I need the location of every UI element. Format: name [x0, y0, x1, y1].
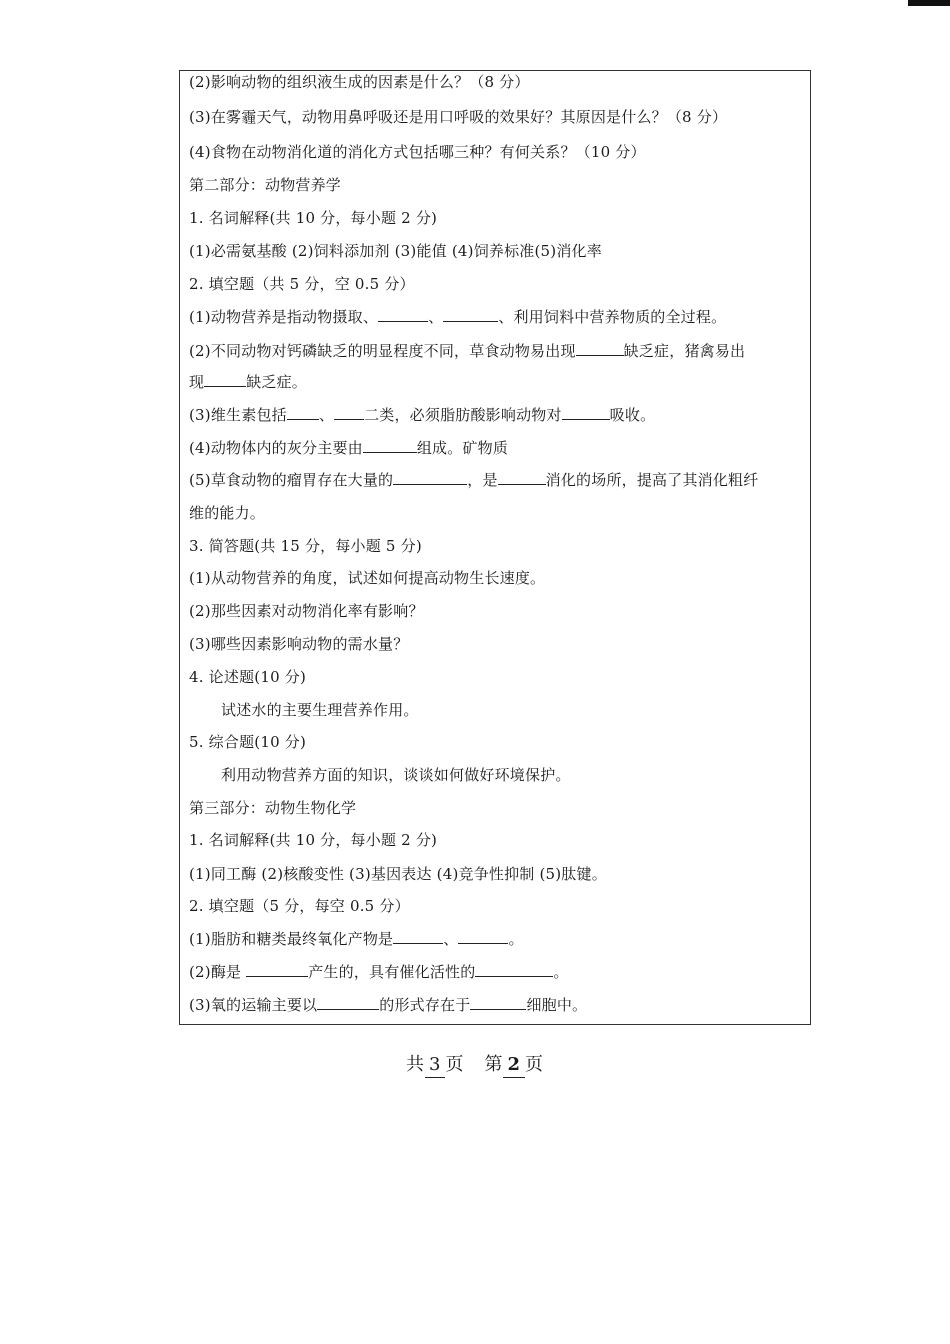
p2-short-answer-1: (1)从动物营养的角度，试述如何提高动物生长速度。 — [189, 569, 546, 587]
p2-section-4-title: 4. 论述题(10 分) — [189, 668, 307, 686]
page-number-prefix: 第 — [484, 1054, 504, 1075]
p3-section-1-title: 1. 名词解释(共 10 分，每小题 2 分) — [189, 831, 438, 849]
p3-fill-1-text-b: 、 — [443, 930, 459, 948]
p2-fill-2-text-c: 现 — [189, 373, 205, 391]
p2-short-answer-3: (3)哪些因素影响动物的需水量？ — [189, 635, 409, 653]
p3-fill-2-text-c: 。 — [553, 963, 569, 981]
p2-fill-1-text-a: (1)动物营养是指动物摄取、 — [189, 308, 379, 326]
page-number: 2 — [503, 1053, 525, 1078]
answer-blank — [378, 307, 428, 322]
p2-fill-3-text-a: (3)维生素包括 — [189, 406, 287, 424]
total-pages: 3 — [425, 1053, 445, 1078]
p3-fill-2-text-b: 产生的，具有催化活性的 — [308, 963, 476, 981]
p2-fill-3 — [189, 405, 655, 425]
answer-blank — [475, 962, 553, 977]
answer-blank — [393, 470, 467, 485]
answer-blank — [246, 962, 308, 977]
p2-fill-5 — [189, 470, 758, 490]
p2-fill-3-text-b: 、 — [318, 406, 335, 424]
p2-fill-3-text-c: 二类，必须脂肪酸影响动物对 — [364, 406, 562, 424]
question-2-3: (3)在雾霾天气，动物用鼻呼吸还是用口呼吸的效果好？其原因是什么？（8 分） — [189, 108, 728, 126]
p2-fill-2-text-b: 缺乏症，猪禽易出 — [623, 342, 746, 360]
p3-fill-1 — [189, 929, 524, 949]
answer-blank — [363, 438, 417, 453]
p2-section-5-title: 5. 综合题(10 分) — [189, 733, 307, 751]
p2-fill-1 — [189, 307, 726, 327]
p2-fill-3-text-d: 吸收。 — [609, 406, 656, 424]
answer-blank — [470, 995, 526, 1010]
p2-fill-2 — [189, 341, 745, 361]
answer-blank — [576, 341, 624, 356]
p2-fill-1-text-c: 、利用饲料中营养物质的全过程。 — [498, 308, 727, 326]
answer-blank — [458, 929, 508, 944]
p3-fill-3-text-b: 的形式存在于 — [379, 996, 471, 1014]
p2-fill-5-cont: 维的能力。 — [189, 504, 266, 522]
p2-section-3-title: 3. 简答题(共 15 分，每小题 5 分) — [189, 537, 422, 555]
page-number-suffix: 页 — [524, 1054, 544, 1075]
p2-comprehensive-question: 利用动物营养方面的知识，谈谈如何做好环境保护。 — [221, 766, 571, 784]
scan-edge-mark — [908, 0, 950, 6]
p3-fill-1-text-a: (1)脂肪和糖类最终氧化产物是 — [189, 930, 394, 948]
p2-essay-question: 试述水的主要生理营养作用。 — [221, 701, 419, 719]
question-2-2: (2)影响动物的组织液生成的因素是什么？（8 分） — [189, 73, 530, 91]
p2-short-answer-2: (2)那些因素对动物消化率有影响？ — [189, 602, 424, 620]
p3-fill-3 — [189, 995, 587, 1015]
p2-fill-5-text-b: ，是 — [467, 471, 498, 489]
total-pages-prefix: 共 — [406, 1054, 425, 1075]
p3-section-1-terms: (1)同工酶 (2)核酸变性 (3)基因表达 (4)竞争性抑制 (5)肽键。 — [189, 865, 607, 883]
p3-fill-2-text-a: (2)酶是 — [189, 963, 242, 981]
p3-section-2-title: 2. 填空题（5 分，每空 0.5 分） — [189, 897, 410, 915]
p2-fill-2-cont — [189, 372, 307, 392]
page-footer — [0, 1053, 950, 1078]
answer-blank — [287, 405, 319, 420]
p2-fill-5-text-a: (5)草食动物的瘤胃存在大量的 — [189, 471, 394, 489]
answer-blank — [498, 470, 546, 485]
p2-fill-2-text-d: 缺乏症。 — [246, 373, 308, 391]
p2-fill-2-text-a: (2)不同动物对钙磷缺乏的明显程度不同，草食动物易出现 — [189, 342, 576, 360]
p2-fill-4-text-a: (4)动物体内的灰分主要由 — [189, 439, 363, 457]
p3-fill-3-text-a: (3)氧的运输主要以 — [189, 996, 318, 1014]
part-3-title: 第三部分：动物生物化学 — [189, 799, 357, 817]
p3-fill-1-text-c: 。 — [508, 930, 524, 948]
p3-fill-3-text-c: 细胞中。 — [526, 996, 588, 1014]
p2-fill-4-text-b: 组成。矿物质 — [416, 439, 509, 457]
question-2-4: (4)食物在动物消化道的消化方式包括哪三种？有何关系？（10 分） — [189, 143, 646, 161]
total-pages-suffix: 页 — [445, 1054, 465, 1075]
p2-section-1-title: 1. 名词解释(共 10 分，每小题 2 分) — [189, 209, 438, 227]
answer-blank — [443, 307, 498, 322]
p2-fill-4 — [189, 438, 508, 458]
part-2-title: 第二部分：动物营养学 — [189, 176, 342, 194]
answer-blank — [562, 405, 610, 420]
p2-fill-5-text-c: 消化的场所，提高了其消化粗纤 — [545, 471, 759, 489]
p3-fill-2 — [189, 962, 569, 982]
answer-blank — [334, 405, 364, 420]
p2-fill-1-text-b: 、 — [428, 308, 444, 326]
p2-section-2-title: 2. 填空题（共 5 分，空 0.5 分） — [189, 275, 415, 293]
answer-blank — [204, 372, 246, 387]
answer-blank — [317, 995, 379, 1010]
p2-section-1-terms: (1)必需氨基酸 (2)饲料添加剂 (3)能值 (4)饲养标准(5)消化率 — [189, 242, 602, 260]
answer-blank — [393, 929, 443, 944]
